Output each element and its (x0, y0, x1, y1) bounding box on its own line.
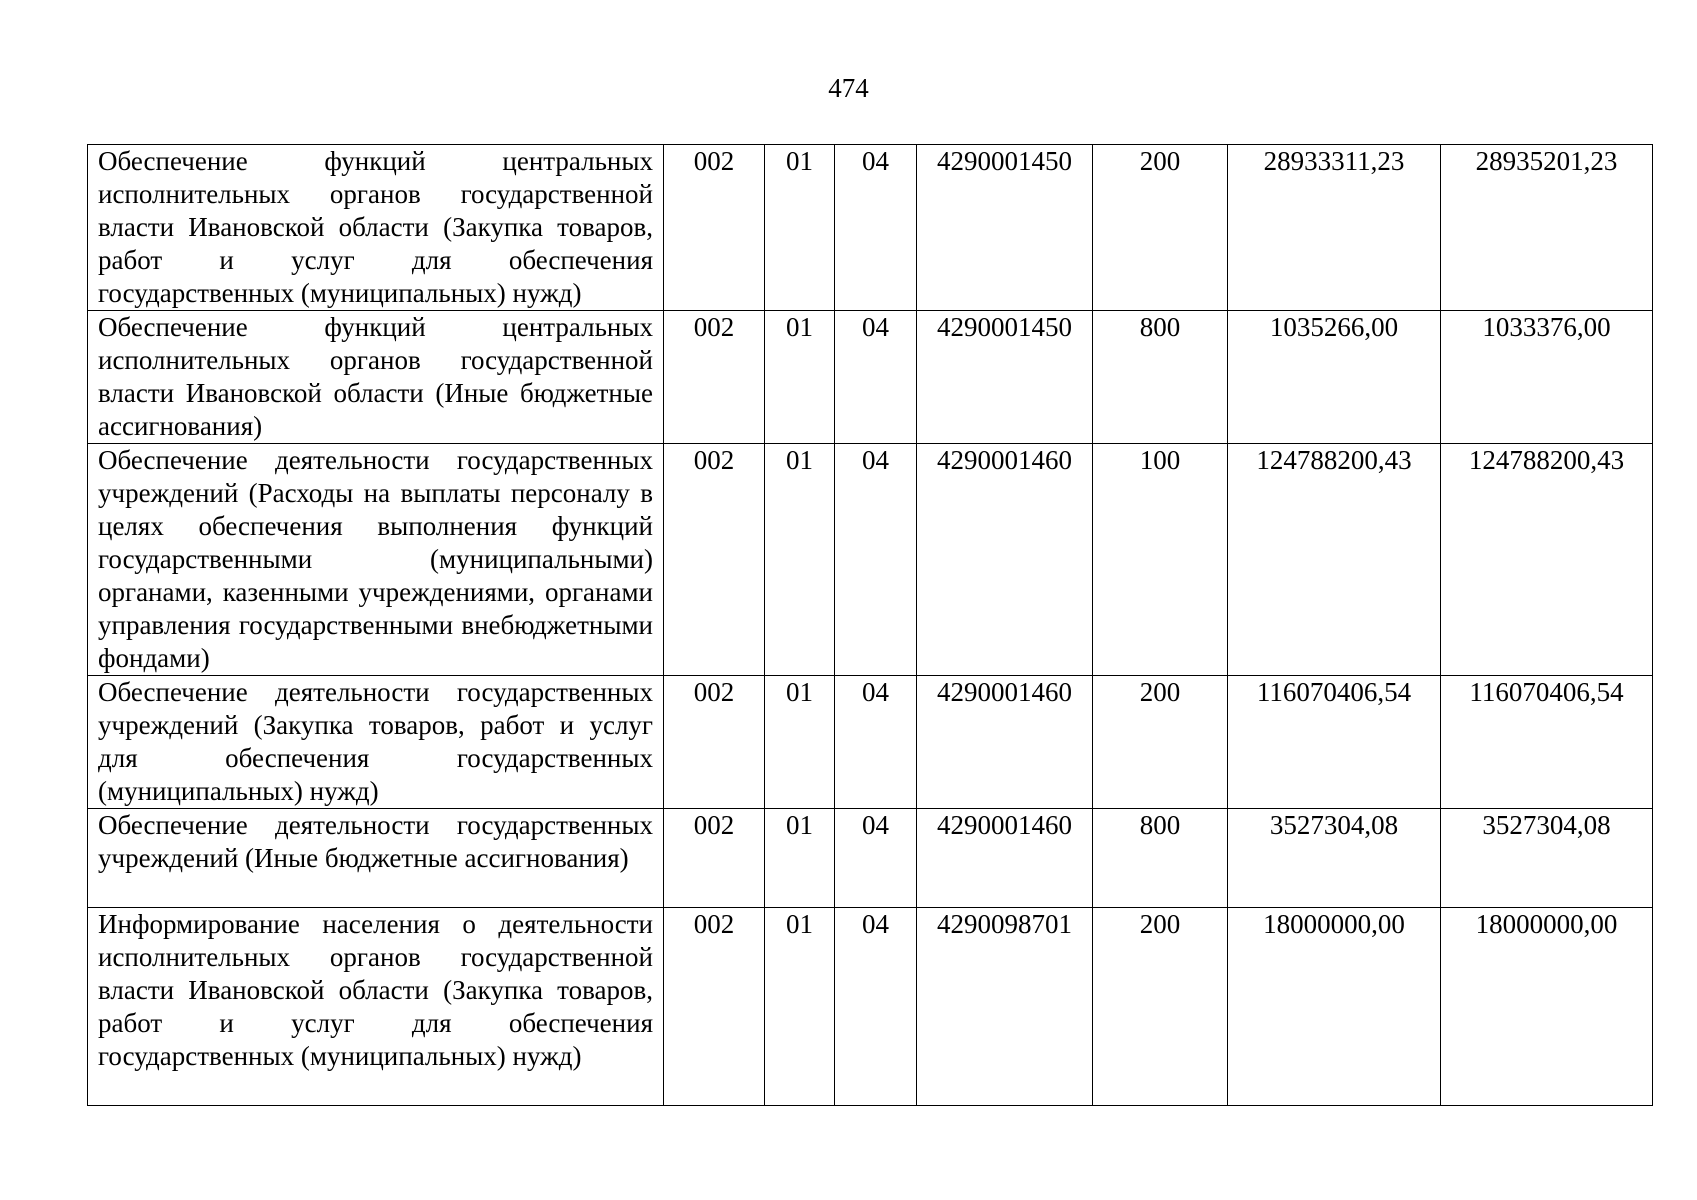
row-description: Обеспечение функций центральных исполнительных органов государственной власти Ивановской области (Иные бюджетные ассигнования) (88, 311, 664, 444)
row-expense-type-code: 200 (1093, 145, 1228, 311)
row-expense-type-code: 200 (1093, 908, 1228, 1106)
row-subsection-code: 04 (835, 444, 917, 676)
row-subsection-code: 04 (835, 311, 917, 444)
row-section-code: 01 (765, 311, 835, 444)
row-sum-second: 1033376,00 (1441, 311, 1653, 444)
row-sum-first: 18000000,00 (1228, 908, 1441, 1106)
row-description: Обеспечение деятельности государственных учреждений (Иные бюджетные ассигнования) (88, 809, 664, 908)
row-target-article-code: 4290001460 (917, 676, 1093, 809)
row-target-article-code: 4290098701 (917, 908, 1093, 1106)
row-description: Обеспечение деятельности государственных учреждений (Закупка товаров, работ и услуг для обеспечения государственных (муниципальных) нужд) (88, 676, 664, 809)
row-grbs-code: 002 (664, 145, 765, 311)
budget-table (87, 144, 1653, 1106)
row-sum-second: 18000000,00 (1441, 908, 1653, 1106)
row-subsection-code: 04 (835, 676, 917, 809)
row-sum-second: 3527304,08 (1441, 809, 1653, 908)
row-section-code: 01 (765, 444, 835, 676)
row-expense-type-code: 800 (1093, 809, 1228, 908)
table-row (88, 908, 1653, 1106)
row-sum-second: 116070406,54 (1441, 676, 1653, 809)
row-expense-type-code: 200 (1093, 676, 1228, 809)
row-sum-second: 124788200,43 (1441, 444, 1653, 676)
table-row (88, 676, 1653, 809)
row-description: Обеспечение функций центральных исполнительных органов государственной власти Ивановской области (Закупка товаров, работ и услуг для обеспечения государственных (муниципальных) нужд) (88, 145, 664, 311)
row-section-code: 01 (765, 676, 835, 809)
row-target-article-code: 4290001460 (917, 444, 1093, 676)
table-row (88, 145, 1653, 311)
row-grbs-code: 002 (664, 676, 765, 809)
row-description: Обеспечение деятельности государственных учреждений (Расходы на выплаты персоналу в целях обеспечения выполнения функций государственными (муниципальными) органами, казенными учреждениями, органами управления государственными внебюджетными фондами) (88, 444, 664, 676)
row-target-article-code: 4290001460 (917, 809, 1093, 908)
row-subsection-code: 04 (835, 145, 917, 311)
row-expense-type-code: 800 (1093, 311, 1228, 444)
row-grbs-code: 002 (664, 444, 765, 676)
row-sum-second: 28935201,23 (1441, 145, 1653, 311)
table-row (88, 444, 1653, 676)
row-section-code: 01 (765, 908, 835, 1106)
row-grbs-code: 002 (664, 311, 765, 444)
row-target-article-code: 4290001450 (917, 311, 1093, 444)
row-sum-first: 124788200,43 (1228, 444, 1441, 676)
row-section-code: 01 (765, 145, 835, 311)
row-sum-first: 1035266,00 (1228, 311, 1441, 444)
page-number: 474 (828, 73, 869, 103)
row-subsection-code: 04 (835, 809, 917, 908)
row-target-article-code: 4290001450 (917, 145, 1093, 311)
row-sum-first: 3527304,08 (1228, 809, 1441, 908)
table-row (88, 311, 1653, 444)
row-grbs-code: 002 (664, 809, 765, 908)
row-grbs-code: 002 (664, 908, 765, 1106)
row-section-code: 01 (765, 809, 835, 908)
row-sum-first: 116070406,54 (1228, 676, 1441, 809)
row-subsection-code: 04 (835, 908, 917, 1106)
row-sum-first: 28933311,23 (1228, 145, 1441, 311)
row-expense-type-code: 100 (1093, 444, 1228, 676)
row-description: Информирование населения о деятельности исполнительных органов государственной власти Ивановской области (Закупка товаров, работ и услуг для обеспечения государственных (муниципальных) нужд) (88, 908, 664, 1106)
table-row (88, 809, 1653, 908)
